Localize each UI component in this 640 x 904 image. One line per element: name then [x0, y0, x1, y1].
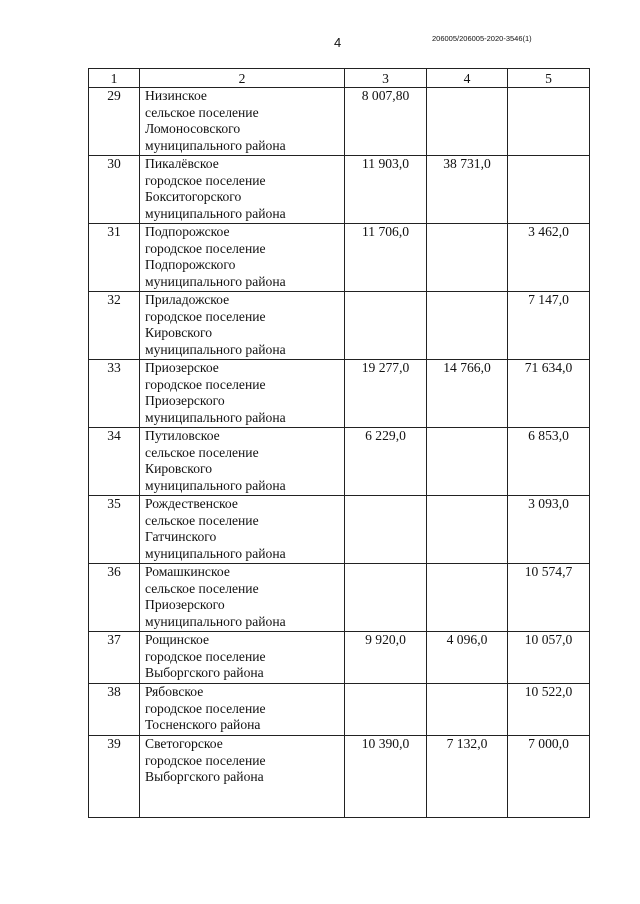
- table-row: [89, 632, 590, 684]
- settlement-name-line: Бокситогорского: [145, 189, 242, 205]
- value-cell-c3: 9 920,0: [345, 632, 427, 684]
- value-cell-c5: 71 634,0: [508, 360, 590, 428]
- settlement-name-line: Кировского: [145, 325, 213, 341]
- value-cell-c5: 6 853,0: [508, 428, 590, 496]
- value-cell-c5: 7 000,0: [508, 736, 590, 818]
- settlement-name-line: городское поселение: [145, 308, 266, 324]
- value-cell-c5: 7 147,0: [508, 292, 590, 360]
- settlement-name-line: муниципального района: [145, 545, 286, 561]
- row-number-cell: 37: [89, 632, 140, 684]
- table-row: [89, 292, 590, 360]
- settlement-name-line: Приозерское: [145, 360, 219, 375]
- settlement-name-cell: [140, 632, 345, 684]
- settlement-name-cell: [140, 156, 345, 224]
- allocation-table: [88, 68, 590, 818]
- value-cell-c4: [427, 428, 508, 496]
- value-cell-c4: [427, 564, 508, 632]
- column-header: 4: [427, 69, 508, 88]
- settlement-name-cell: [140, 736, 345, 818]
- row-number-cell: 35: [89, 496, 140, 564]
- value-cell-c4: 38 731,0: [427, 156, 508, 224]
- settlement-name-line: Рябовское: [145, 684, 204, 699]
- settlement-name-line: городское поселение: [145, 376, 266, 392]
- settlement-name-line: городское поселение: [145, 700, 266, 716]
- table-row: [89, 156, 590, 224]
- value-cell-c3: 8 007,80: [345, 88, 427, 156]
- row-number-cell: 36: [89, 564, 140, 632]
- value-cell-c3: 6 229,0: [345, 428, 427, 496]
- row-number-cell: 29: [89, 88, 140, 156]
- settlement-name-cell: [140, 88, 345, 156]
- value-cell-c4: [427, 684, 508, 736]
- value-cell-c4: [427, 88, 508, 156]
- value-cell-c5: 10 522,0: [508, 684, 590, 736]
- value-cell-c4: 14 766,0: [427, 360, 508, 428]
- row-number-cell: 34: [89, 428, 140, 496]
- table-header-row: [89, 69, 590, 88]
- settlement-name-line: муниципального района: [145, 137, 286, 153]
- value-cell-c4: [427, 496, 508, 564]
- settlement-name-line: Гатчинского: [145, 529, 217, 545]
- settlement-name-line: муниципального района: [145, 341, 286, 357]
- value-cell-c5: 3 093,0: [508, 496, 590, 564]
- settlement-name-line: Светогорское: [145, 736, 223, 751]
- settlement-name-cell: [140, 360, 345, 428]
- settlement-name-line: Кировского: [145, 461, 213, 477]
- value-cell-c3: [345, 564, 427, 632]
- column-header: 5: [508, 69, 590, 88]
- settlement-name-line: Ромашкинское: [145, 564, 230, 579]
- settlement-name-line: городское поселение: [145, 648, 266, 664]
- value-cell-c3: 11 903,0: [345, 156, 427, 224]
- page-number: 4: [334, 35, 342, 50]
- row-number-cell: 31: [89, 224, 140, 292]
- settlement-name-line: Тосненского района: [145, 717, 261, 733]
- settlement-name-line: муниципального района: [145, 273, 286, 289]
- value-cell-c4: 7 132,0: [427, 736, 508, 818]
- row-number-cell: 30: [89, 156, 140, 224]
- settlement-name-line: Приладожское: [145, 292, 230, 307]
- value-cell-c5: [508, 88, 590, 156]
- settlement-name-line: сельское поселение: [145, 104, 259, 120]
- table-row: [89, 496, 590, 564]
- document-id: 206005/206005-2020-3546(1): [432, 34, 532, 43]
- column-header: 3: [345, 69, 427, 88]
- table-row: [89, 360, 590, 428]
- settlement-name-cell: [140, 564, 345, 632]
- row-number-cell: 33: [89, 360, 140, 428]
- settlement-name-cell: [140, 428, 345, 496]
- table-row: [89, 736, 590, 818]
- settlement-name-line: муниципального района: [145, 409, 286, 425]
- table-row: [89, 684, 590, 736]
- settlement-name-line: муниципального района: [145, 477, 286, 493]
- settlement-name-line: сельское поселение: [145, 444, 259, 460]
- value-cell-c4: 4 096,0: [427, 632, 508, 684]
- settlement-name-line: Низинское: [145, 88, 207, 103]
- settlement-name-line: городское поселение: [145, 752, 266, 768]
- settlement-name-cell: [140, 224, 345, 292]
- row-number-cell: 39: [89, 736, 140, 818]
- settlement-name-line: Выборгского района: [145, 769, 264, 785]
- column-header: 1: [89, 69, 140, 88]
- column-header: 2: [140, 69, 345, 88]
- value-cell-c3: 11 706,0: [345, 224, 427, 292]
- row-number-cell: 38: [89, 684, 140, 736]
- table-row: [89, 88, 590, 156]
- settlement-name-cell: [140, 684, 345, 736]
- value-cell-c3: 19 277,0: [345, 360, 427, 428]
- value-cell-c5: 10 574,7: [508, 564, 590, 632]
- settlement-name-cell: [140, 292, 345, 360]
- settlement-name-line: Рождественское: [145, 496, 238, 511]
- settlement-name-line: городское поселение: [145, 240, 266, 256]
- settlement-name-line: Ломоносовского: [145, 121, 241, 137]
- row-number-cell: 32: [89, 292, 140, 360]
- value-cell-c3: [345, 292, 427, 360]
- settlement-name-line: муниципального района: [145, 205, 286, 221]
- settlement-name-line: Подпорожского: [145, 257, 236, 273]
- value-cell-c3: [345, 684, 427, 736]
- value-cell-c3: 10 390,0: [345, 736, 427, 818]
- settlement-name-line: сельское поселение: [145, 580, 259, 596]
- value-cell-c3: [345, 496, 427, 564]
- value-cell-c4: [427, 292, 508, 360]
- settlement-name-line: Приозерского: [145, 393, 225, 409]
- value-cell-c5: [508, 156, 590, 224]
- value-cell-c4: [427, 224, 508, 292]
- settlement-name-line: Приозерского: [145, 597, 225, 613]
- table-row: [89, 564, 590, 632]
- table-row: [89, 224, 590, 292]
- settlement-name-line: городское поселение: [145, 172, 266, 188]
- settlement-name-line: Выборгского района: [145, 665, 264, 681]
- settlement-name-line: муниципального района: [145, 613, 286, 629]
- settlement-name-line: сельское поселение: [145, 512, 259, 528]
- settlement-name-line: Подпорожское: [145, 224, 230, 239]
- settlement-name-cell: [140, 496, 345, 564]
- settlement-name-line: Пикалёвское: [145, 156, 219, 171]
- table-row: [89, 428, 590, 496]
- value-cell-c5: 10 057,0: [508, 632, 590, 684]
- settlement-name-line: Путиловское: [145, 428, 220, 443]
- value-cell-c5: 3 462,0: [508, 224, 590, 292]
- settlement-name-line: Рощинское: [145, 632, 209, 647]
